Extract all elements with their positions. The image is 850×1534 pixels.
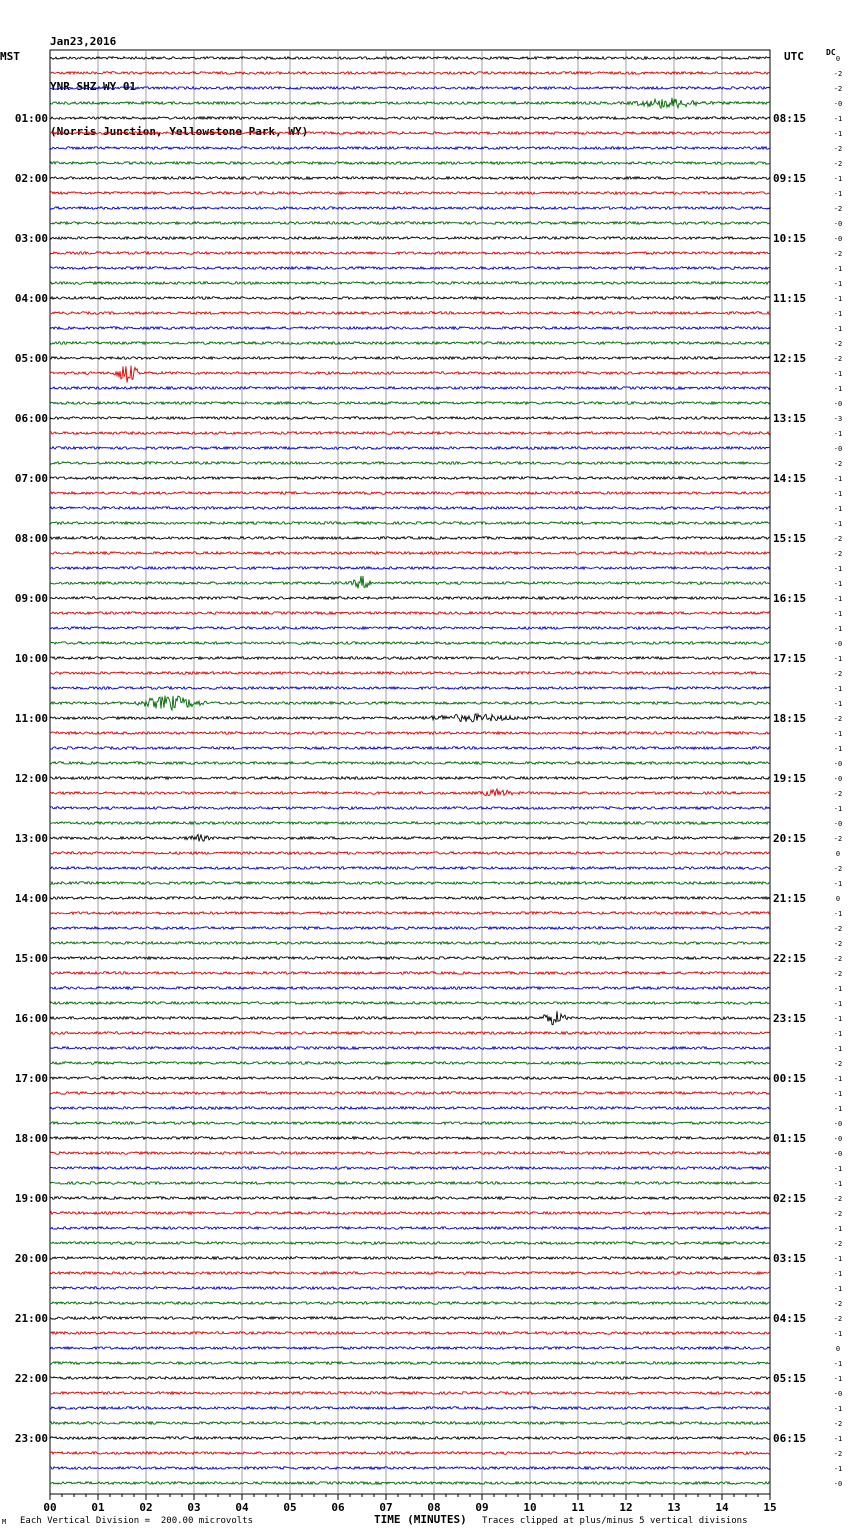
seismic-trace — [50, 162, 770, 165]
right-hour-label: 22:15 — [773, 952, 807, 965]
seismic-trace — [50, 1317, 770, 1320]
scale-note: Each Vertical Division = 200.00 microvolts — [20, 1516, 253, 1526]
plot-frame — [50, 50, 770, 1494]
clip-note: Traces clipped at plus/minus 5 vertical divisions — [482, 1516, 748, 1526]
seismic-trace — [50, 882, 770, 885]
dc-offset-label: -1 — [833, 1090, 843, 1098]
dc-offset-label: -3 — [833, 415, 843, 423]
x-tick-label: 05 — [283, 1501, 297, 1514]
seismic-trace — [50, 447, 770, 450]
seismic-trace — [50, 402, 770, 405]
seismic-trace — [50, 507, 770, 510]
seismic-trace — [50, 642, 770, 645]
x-tick-label: 06 — [331, 1501, 345, 1514]
dc-offset-label: -2 — [833, 70, 843, 78]
left-hour-label: 09:00 — [14, 592, 48, 605]
dc-offset-label: -1 — [833, 985, 843, 993]
seismic-trace — [50, 1167, 770, 1170]
right-hour-label: 02:15 — [773, 1192, 807, 1205]
seismic-trace — [50, 492, 770, 495]
dc-offset-label: -1 — [833, 730, 843, 738]
dc-offset-label: -2 — [833, 955, 843, 963]
dc-offset-label: -1 — [833, 505, 843, 513]
x-tick-label: 08 — [427, 1501, 441, 1514]
right-hour-label: 12:15 — [773, 352, 807, 365]
seismic-trace — [50, 942, 770, 945]
seismic-trace — [50, 567, 770, 570]
dc-offset-label: -1 — [833, 190, 843, 198]
seismic-trace — [50, 1377, 770, 1380]
dc-offset-label: -0 — [833, 640, 843, 648]
seismic-trace — [50, 1242, 770, 1245]
dc-offset-label: -2 — [833, 940, 843, 948]
seismic-trace — [50, 597, 770, 600]
dc-offset-label: -0 — [833, 235, 843, 243]
seismic-trace — [50, 552, 770, 555]
dc-offset-label: -2 — [833, 1210, 843, 1218]
dc-offset-label: -1 — [833, 610, 843, 618]
x-tick-label: 00 — [43, 1501, 57, 1514]
dc-offset-label: -1 — [833, 655, 843, 663]
dc-offset-label: -1 — [833, 1015, 843, 1023]
seismic-trace — [50, 237, 770, 240]
seismic-trace — [50, 267, 770, 270]
seismic-trace — [50, 1182, 770, 1185]
dc-offset-label: -1 — [833, 310, 843, 318]
dc-offset-label: -1 — [833, 1435, 843, 1443]
dc-offset-label: -2 — [833, 1195, 843, 1203]
dc-offset-label: -1 — [833, 1360, 843, 1368]
left-hour-label: 20:00 — [14, 1252, 48, 1265]
dc-offset-label: -1 — [833, 625, 843, 633]
seismic-trace — [50, 627, 770, 630]
dc-offset-label: -1 — [833, 1375, 843, 1383]
seismic-trace — [50, 687, 770, 690]
dc-offset-label: -2 — [833, 1420, 843, 1428]
right-hour-label: 00:15 — [773, 1072, 807, 1085]
seismic-trace — [50, 1302, 770, 1305]
dc-offset-label: -2 — [833, 205, 843, 213]
dc-offset-label: -2 — [833, 160, 843, 168]
left-hour-label: 01:00 — [14, 112, 48, 125]
date-label: Jan23,2016 — [50, 35, 117, 48]
right-hour-label: 23:15 — [773, 1012, 807, 1025]
seismic-trace — [50, 312, 770, 315]
left-hour-label: 16:00 — [14, 1012, 48, 1025]
x-tick-label: 03 — [187, 1501, 201, 1514]
seismic-trace — [50, 747, 770, 750]
seismic-trace — [50, 282, 770, 285]
right-hour-label: 18:15 — [773, 712, 807, 725]
dc-offset-label: -1 — [833, 1180, 843, 1188]
dc-offset-label: -2 — [833, 790, 843, 798]
dc-offset-label: -1 — [833, 1000, 843, 1008]
dc-offset-label: -0 — [833, 1390, 843, 1398]
x-tick-label: 02 — [139, 1501, 153, 1514]
seismic-trace — [50, 927, 770, 930]
seismic-trace — [50, 1122, 770, 1125]
seismic-trace — [50, 297, 770, 300]
seismic-trace — [50, 1047, 770, 1050]
left-hour-label: 22:00 — [14, 1372, 48, 1385]
x-tick-label: 09 — [475, 1501, 489, 1514]
right-hour-label: 13:15 — [773, 412, 807, 425]
dc-offset-label: -1 — [833, 130, 843, 138]
seismic-trace — [50, 117, 770, 120]
left-hour-label: 13:00 — [14, 832, 48, 845]
dc-offset-label: -1 — [833, 1255, 843, 1263]
dc-offset-label: -1 — [833, 1105, 843, 1113]
seismic-trace — [50, 1152, 770, 1155]
right-hour-label: 21:15 — [773, 892, 807, 905]
seismic-trace — [50, 477, 770, 480]
dc-offset-label: -0 — [833, 1135, 843, 1143]
seismic-trace — [50, 1011, 770, 1025]
left-hour-label: 23:00 — [14, 1432, 48, 1445]
left-hour-label: 21:00 — [14, 1312, 48, 1325]
dc-offset-label: -1 — [833, 325, 843, 333]
dc-offset-label: 0 — [835, 55, 841, 63]
right-hour-label: 06:15 — [773, 1432, 807, 1445]
dc-offset-label: -1 — [833, 805, 843, 813]
seismic-trace — [50, 1077, 770, 1080]
seismic-trace — [50, 1032, 770, 1035]
seismic-trace — [50, 417, 770, 420]
dc-offset-label: -2 — [833, 1450, 843, 1458]
seismic-trace — [50, 696, 770, 710]
x-tick-label: 10 — [523, 1501, 537, 1514]
seismic-trace — [50, 1197, 770, 1200]
dc-offset-label: -2 — [833, 670, 843, 678]
dc-offset-label: -2 — [833, 355, 843, 363]
seismic-trace — [50, 1062, 770, 1065]
seismic-trace — [50, 834, 770, 841]
seismic-trace — [50, 222, 770, 225]
x-tick-label: 15 — [763, 1501, 777, 1514]
seismic-trace — [50, 1332, 770, 1335]
dc-offset-label: -0 — [833, 445, 843, 453]
dc-offset-label: -1 — [833, 430, 843, 438]
seismic-trace — [50, 537, 770, 540]
dc-offset-label: -2 — [833, 925, 843, 933]
left-hour-label: 07:00 — [14, 472, 48, 485]
seismic-trace — [50, 777, 770, 780]
dc-offset-label: -1 — [833, 1330, 843, 1338]
left-hour-label: 19:00 — [14, 1192, 48, 1205]
left-hour-label: 03:00 — [14, 232, 48, 245]
dc-offset-label: -2 — [833, 460, 843, 468]
seismic-trace — [50, 1227, 770, 1230]
dc-offset-label: -1 — [833, 880, 843, 888]
dc-offset-label: -2 — [833, 970, 843, 978]
x-tick-label: 13 — [667, 1501, 681, 1514]
dc-offset-label: -2 — [833, 865, 843, 873]
seismic-trace — [50, 807, 770, 810]
x-tick-label: 01 — [91, 1501, 105, 1514]
dc-offset-label: -2 — [833, 1315, 843, 1323]
seismic-trace — [50, 912, 770, 915]
dc-offset-label: -1 — [833, 685, 843, 693]
dc-offset-label: -2 — [833, 835, 843, 843]
left-hour-label: 04:00 — [14, 292, 48, 305]
seismic-trace — [50, 192, 770, 195]
seismic-trace — [50, 132, 770, 135]
dc-offset-label: -1 — [833, 1270, 843, 1278]
seismic-trace — [50, 1482, 770, 1485]
dc-offset-label: -2 — [833, 145, 843, 153]
right-hour-label: 15:15 — [773, 532, 807, 545]
dc-offset-label: -1 — [833, 520, 843, 528]
seismic-trace — [50, 207, 770, 210]
seismic-trace — [50, 387, 770, 390]
x-tick-label: 14 — [715, 1501, 729, 1514]
dc-offset-label: 0 — [835, 895, 841, 903]
dc-offset-label: 0 — [835, 850, 841, 858]
right-timezone-label: UTC — [784, 50, 804, 63]
seismic-trace — [50, 1392, 770, 1395]
dc-offset-label: -0 — [833, 760, 843, 768]
dc-offset-label: -1 — [833, 910, 843, 918]
right-hour-label: 11:15 — [773, 292, 807, 305]
seismic-trace — [50, 672, 770, 675]
seismic-trace — [50, 342, 770, 345]
seismic-trace — [50, 612, 770, 615]
dc-offset-label: -2 — [833, 535, 843, 543]
dc-offset-label: -1 — [833, 1225, 843, 1233]
dc-offset-label: -2 — [833, 550, 843, 558]
x-tick-label: 12 — [619, 1501, 633, 1514]
seismic-trace — [50, 576, 770, 588]
seismic-trace — [50, 432, 770, 435]
dc-offset-label: -0 — [833, 1120, 843, 1128]
seismic-trace — [50, 1002, 770, 1005]
seismic-trace — [50, 87, 770, 90]
right-hour-label: 09:15 — [773, 172, 807, 185]
left-hour-label: 12:00 — [14, 772, 48, 785]
left-hour-label: 10:00 — [14, 652, 48, 665]
dc-offset-label: -1 — [833, 1045, 843, 1053]
left-hour-label: 08:00 — [14, 532, 48, 545]
seismic-trace — [50, 1347, 770, 1350]
location-label: (Norris Junction, Yellowstone Park, WY) — [50, 125, 309, 138]
dc-offset-label: -1 — [833, 280, 843, 288]
dc-offset-label: -1 — [833, 1465, 843, 1473]
seismic-trace — [50, 1422, 770, 1425]
left-hour-label: 18:00 — [14, 1132, 48, 1145]
seismic-trace — [50, 1272, 770, 1275]
dc-offset-label: -1 — [833, 265, 843, 273]
seismic-trace — [50, 357, 770, 360]
left-hour-label: 14:00 — [14, 892, 48, 905]
seismic-trace — [50, 57, 770, 60]
left-hour-label: 17:00 — [14, 1072, 48, 1085]
seismic-trace — [50, 957, 770, 960]
dc-offset-label: -0 — [833, 1150, 843, 1158]
dc-offset-label: -2 — [833, 85, 843, 93]
dc-offset-label: -1 — [833, 595, 843, 603]
right-hour-label: 10:15 — [773, 232, 807, 245]
seismic-trace — [50, 657, 770, 660]
seismic-trace — [50, 1137, 770, 1140]
station-label: YNR SHZ WY 01 — [50, 80, 137, 93]
seismic-trace — [50, 714, 770, 722]
seismic-trace — [50, 987, 770, 990]
dc-offset-label: -2 — [833, 1240, 843, 1248]
dc-offset-label: -1 — [833, 175, 843, 183]
right-hour-label: 08:15 — [773, 112, 807, 125]
dc-offset-label: -1 — [833, 385, 843, 393]
dc-offset-label: -1 — [833, 580, 843, 588]
dc-offset-label: -1 — [833, 1075, 843, 1083]
seismic-trace — [50, 366, 770, 383]
dc-offset-label: -1 — [833, 295, 843, 303]
left-hour-label: 11:00 — [14, 712, 48, 725]
seismic-trace — [50, 1257, 770, 1260]
seismic-trace — [50, 1407, 770, 1410]
right-hour-label: 20:15 — [773, 832, 807, 845]
seismic-trace — [50, 522, 770, 525]
left-hour-label: 02:00 — [14, 172, 48, 185]
seismic-trace — [50, 867, 770, 870]
seismic-trace — [50, 789, 770, 796]
right-hour-label: 01:15 — [773, 1132, 807, 1145]
dc-offset-label: -2 — [833, 1060, 843, 1068]
seismic-trace — [50, 1212, 770, 1215]
seismic-trace — [50, 1452, 770, 1455]
seismic-trace — [50, 1092, 770, 1095]
dc-offset-label: -2 — [833, 340, 843, 348]
x-axis-title: TIME (MINUTES) — [374, 1513, 467, 1526]
dc-offset-label: -0 — [833, 400, 843, 408]
x-tick-label: 07 — [379, 1501, 393, 1514]
seismic-trace — [50, 1107, 770, 1110]
seismic-trace — [50, 327, 770, 330]
dc-offset-label: -0 — [833, 775, 843, 783]
footer-mark: M — [2, 1518, 7, 1526]
seismic-trace — [50, 72, 770, 75]
dc-offset-label: -1 — [833, 490, 843, 498]
dc-offset-label: -0 — [833, 220, 843, 228]
seismic-trace — [50, 897, 770, 900]
dc-offset-label: -1 — [833, 115, 843, 123]
seismic-trace — [50, 147, 770, 150]
dc-offset-label: -1 — [833, 370, 843, 378]
x-tick-label: 04 — [235, 1501, 249, 1514]
seismic-trace — [50, 1287, 770, 1290]
dc-offset-label: -0 — [833, 1480, 843, 1488]
seismic-trace — [50, 822, 770, 825]
left-timezone-label: MST — [0, 50, 20, 63]
dc-offset-label: -2 — [833, 250, 843, 258]
dc-offset-label: -1 — [833, 475, 843, 483]
seismic-trace — [50, 1437, 770, 1440]
left-hour-label: 06:00 — [14, 412, 48, 425]
dc-offset-label: -1 — [833, 1165, 843, 1173]
right-hour-label: 14:15 — [773, 472, 807, 485]
right-hour-label: 17:15 — [773, 652, 807, 665]
right-hour-label: 16:15 — [773, 592, 807, 605]
seismic-trace — [50, 98, 770, 108]
dc-offset-label: -1 — [833, 745, 843, 753]
seismic-trace — [50, 1362, 770, 1365]
seismic-trace — [50, 177, 770, 180]
seismic-trace — [50, 252, 770, 255]
dc-offset-label: -1 — [833, 1285, 843, 1293]
dc-offset-label: -0 — [833, 820, 843, 828]
x-tick-label: 11 — [571, 1501, 585, 1514]
dc-offset-label: -1 — [833, 1030, 843, 1038]
right-hour-label: 03:15 — [773, 1252, 807, 1265]
dc-header-label: DC — [826, 48, 836, 57]
seismic-trace — [50, 762, 770, 765]
left-hour-label: 15:00 — [14, 952, 48, 965]
dc-offset-label: -2 — [833, 1300, 843, 1308]
dc-offset-label: -0 — [833, 100, 843, 108]
right-hour-label: 04:15 — [773, 1312, 807, 1325]
dc-offset-label: -1 — [833, 1405, 843, 1413]
seismic-trace — [50, 732, 770, 735]
seismic-trace — [50, 852, 770, 855]
dc-offset-label: -1 — [833, 700, 843, 708]
left-hour-label: 05:00 — [14, 352, 48, 365]
dc-offset-label: 0 — [835, 1345, 841, 1353]
seismic-trace — [50, 972, 770, 975]
right-hour-label: 19:15 — [773, 772, 807, 785]
dc-offset-label: -1 — [833, 565, 843, 573]
dc-offset-label: -2 — [833, 715, 843, 723]
seismic-trace — [50, 1467, 770, 1470]
seismic-trace — [50, 462, 770, 465]
right-hour-label: 05:15 — [773, 1372, 807, 1385]
